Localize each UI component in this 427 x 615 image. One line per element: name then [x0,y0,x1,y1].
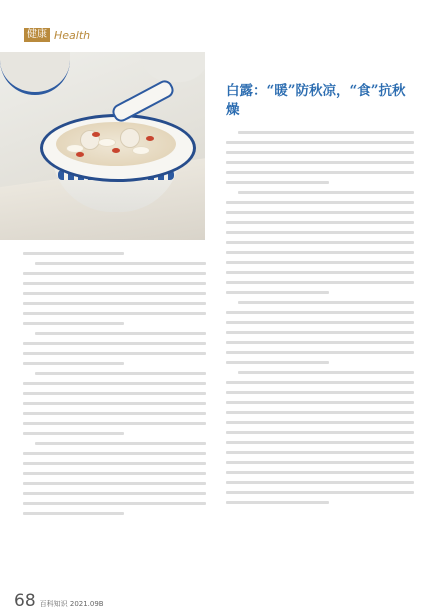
section-tag-cn: 健康 [24,28,50,42]
article-title: 白露：“暖”防秋凉，“食”抗秋燥 [226,83,406,118]
paragraph [23,372,206,435]
soup-photo [0,52,205,240]
paragraph [226,301,414,364]
page-number: 68 [14,591,36,611]
article-body-left [23,246,206,522]
paragraph [23,252,206,255]
section-tag-en: Health [54,28,91,42]
page-footer [14,591,104,611]
paragraph [23,332,206,365]
paragraph [226,131,414,184]
paragraph [23,262,206,325]
section-tag [24,28,90,42]
publication-info: 百科知识 2021.09B [39,600,104,608]
paragraph [226,191,414,294]
paragraph [23,442,206,515]
paragraph [226,371,414,504]
article-body-right [226,125,414,511]
